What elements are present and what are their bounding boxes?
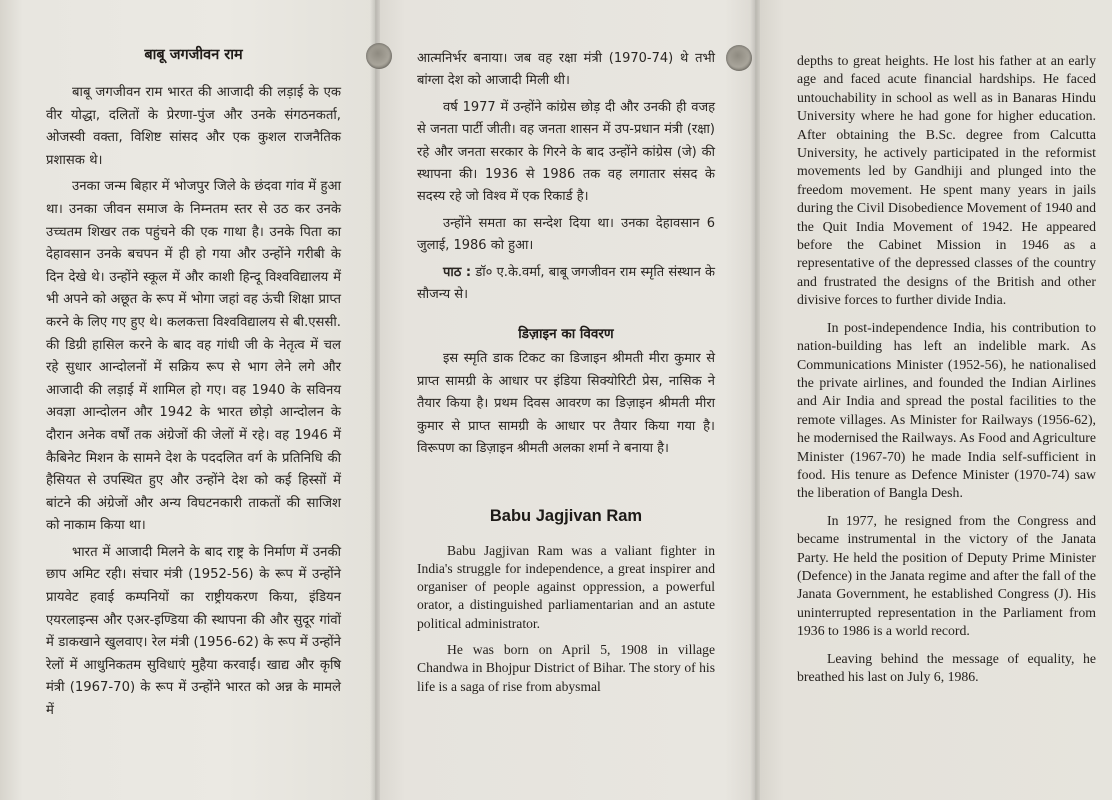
hindi-paragraph: उनका जन्म बिहार में भोजपुर जिले के छंदवा गांव में हुआ था। उनका जीवन समाज के निम्नतम स्तर से उठ कर उनके उच्चतम शिखर तक पहुंचने की एक गाथा है। उनके पिता का देहावसान उनके बचपन में ही हो गया और उन्होंने गरीबी के दिन देखे थे। उन्होंने स्कूल में और काशी हिन्दू विश्वविद्यालय में भी अपने को अछूत के रूप में भोगा जहां वह ऊंची शिक्षा प्राप्त करने के लिए गए हुए थे। कलकत्ता विश्वविद्यालय से बी.एससी. की डिग्री हासिल करने के बाद वह गांधी जी के नेतृत्व में चल रहे सुधार आन्दोलनों में सक्रिय रूप से भाग लेने लगे और आजादी की लड़ाई में शामिल हो गए। वह 1940 के सविनय अवज्ञा आन्दोलन और 1942 के भारत छोड़ो आन्दोलन के दौरान अनेक वर्षों तक अंग्रेजों की जेलों में रहे। वह 1946 में कैबिनेट मिशन के सामने देश के पददलित वर्ग के प्रतिनिधि की हैसियत से उपस्थित हुए और उन्होंने देश को कई हिस्सों में बांटने की अंग्रेजों और अन्य विघटनकारी ताकतों की साजिश को नाकाम किया था। [46,179,341,534]
english-paragraph: In post-independence India, his contribution to nation-building has left an indelible mark. As Communications Minister (1952-56), he nationalised the private airlines, and founded the Indian Airlines and Air India and spread the postal facilities to the remote villages. As Minister for Railways (1956-62), he modernised the Railways. As Food and Agriculture Minister (1967-70) he made India self-sufficient in food. His tenure as Defence Minister (1970-74) saw the liberation of Bangla Desh. [797,319,1096,501]
english-paragraph: Leaving behind the message of equality, he breathed his last on July 6, 1986. [797,650,1096,684]
english-paragraph: depths to great heights. He lost his father at an early age and faced acute financial hardships. He faced untouchability in school as well as in Banaras Hindu University where he had gone for higher education. After obtaining the B.Sc. degree from Calcutta University, he actively participated in the reformist movements led by Gandhiji and plunged into the freedom movement. He spent many years in jails during the Civil Disobedience Movement of 1940 and the Quit India Movement of 1942. He appeared before the Cabinet Mission in 1946 as a representative of the depressed classes of the country and frustrated the designs of the British and other divisive forces to further divide India. [797,53,1096,308]
hindi-paragraph: वर्ष 1977 में उन्होंने कांग्रेस छोड़ दी और उनकी ही वजह से जनता पार्टी जीती। वह जनता शासन में उप-प्रधान मंत्री (रक्षा) रहे और जनता सरकार के गिरने के बाद उन्होंने कांग्रेस (जे) की स्थापना की। 1936 से 1986 तक वह लगातार संसद के सदस्य रहे जो विश्व में एक रिकार्ड है। [417,99,715,205]
hindi-paragraph: आत्मनिर्भर बनाया। जब वह रक्षा मंत्री (1970-74) थे तभी बांग्ला देश को आजादी मिली थी। [417,51,715,89]
design-details-text: इस स्मृति डाक टिकट का डिजाइन श्रीमती मीरा कुमार से प्राप्त सामग्री के आधार पर इंडिया सिक्योरिटी प्रेस, नासिक ने तैयार किया है। प्रथम दिवस आवरण का डिज़ाइन श्रीमती मीरा कुमार से प्राप्त सामग्री के आधार पर तैयार किया गया है। विरूपण का डिज़ाइन श्रीमती अलका शर्मा ने बनाया है। [417,351,715,457]
english-paragraph: In 1977, he resigned from the Congress and became instrumental in the victory of the Janata Party. He held the position of Deputy Prime Minister (Defence) in the Janata regime and after the fall of the Janata Government, he established Congress (J). His uninterrupted representation in the Parliament from 1936 to 1986 is a world record. [797,512,1096,639]
english-paragraph: He was born on April 5, 1908 in village Chandwa in Bhojpur District of Bihar. The story of his life is a saga of rise from abysmal [417,641,715,694]
english-title: Babu Jagjivan Ram [489,506,643,525]
credit-text: डॉ० ए.के.वर्मा, बाबू जगजीवन राम स्मृति संस्थान के सौजन्य से। [417,264,715,303]
right-panel [755,0,1112,800]
hindi-paragraph: उन्होंने समता का सन्देश दिया था। उनका देहावसान 6 जुलाई, 1986 को हुआ। [417,215,715,254]
credit-label: पाठ : [443,264,472,280]
left-panel [0,0,375,800]
hindi-paragraph: भारत में आजादी मिलने के बाद राष्ट्र के निर्माण में उनकी छाप अमिट रही। संचार मंत्री (1952-56) के रूप में उन्होंने प्रायवेट हवाई कम्पनियों का राष्ट्रीयकरण किया, इंडियन एयरलाइन्स और एअर-इण्डिया की स्थापना की और सुदूर गांवों में डाकखाने खुलवाए। रेल मंत्री (1956-62) के रूप में उन्होंने रेलों में आधुनिकतम सुविधाएं मुहैया करवाईं। खाद्य और कृषि मंत्री (1967-70) के रूप में उन्होंने भारत को अन्न के मामले में [46,544,341,719]
punch-hole [726,45,752,71]
hindi-title: बाबू जगजीवन राम [144,47,243,63]
middle-panel [375,0,755,800]
english-paragraph: Babu Jagjivan Ram was a valiant fighter in India's struggle for independence, a great inspirer and organiser of people against oppression, a powerful orator, a distinguished parliamentarian and an astute political administrator. [417,542,715,631]
text-credit [417,262,715,307]
hindi-paragraph: बाबू जगजीवन राम भारत की आजादी की लड़ाई के एक वीर योद्धा, दलितों के प्रेरणा-पुंज और उनके संगठनकर्ता, ओजस्वी वक्ता, विशिष्ट सांसद और एक कुशल राजनैतिक प्रशासक थे। [46,85,341,168]
punch-hole [366,43,392,69]
design-details-title: डिज़ाइन का विवरण [518,326,614,343]
